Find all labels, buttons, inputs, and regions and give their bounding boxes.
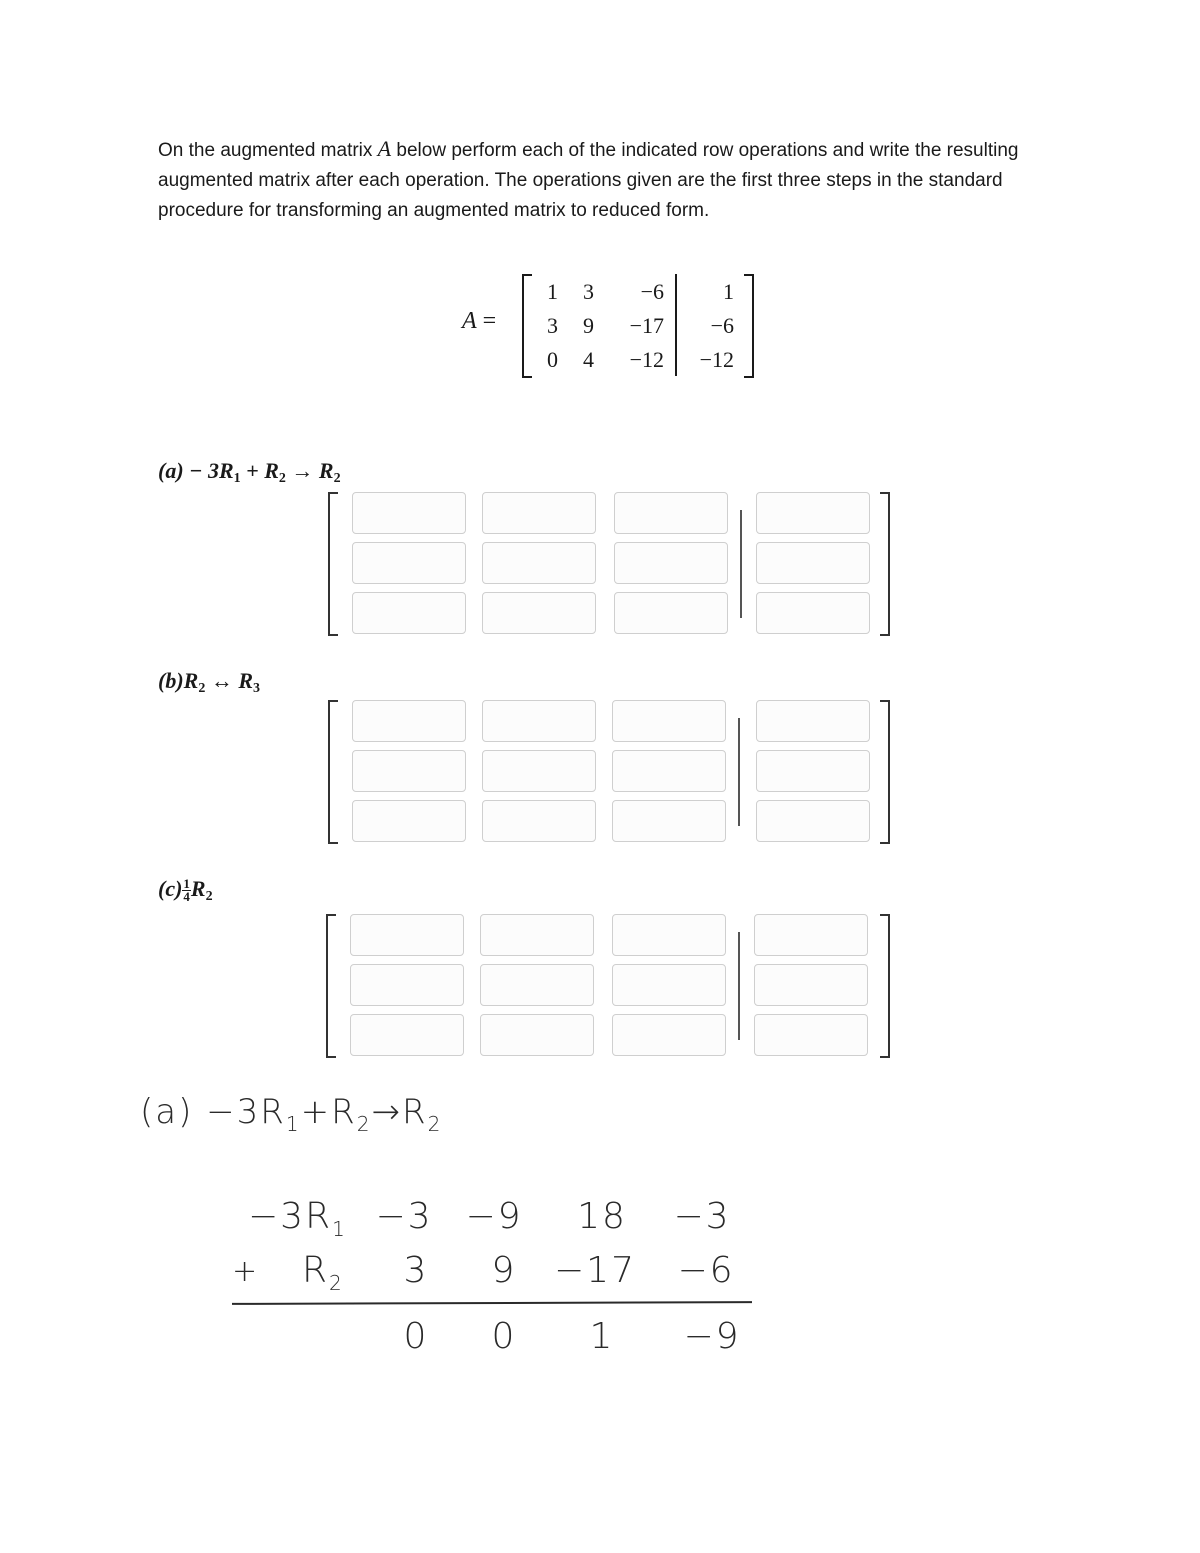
answer-cell-a-r3c3[interactable] bbox=[614, 592, 728, 634]
handwritten-row1-value: 18 bbox=[577, 1196, 627, 1237]
grid-right-bracket bbox=[880, 914, 890, 1058]
answer-cell-a-r1c3[interactable] bbox=[614, 492, 728, 534]
handwritten-row2-value: 9 bbox=[491, 1250, 517, 1291]
grid-right-bracket bbox=[880, 492, 890, 636]
answer-cell-b-r1c4[interactable] bbox=[756, 700, 870, 742]
instructions-paragraph bbox=[158, 134, 1058, 226]
matrix-right-bracket bbox=[744, 274, 754, 378]
answer-cell-c-r2c1[interactable] bbox=[350, 964, 464, 1006]
handwritten-row2-value: −6 bbox=[677, 1250, 735, 1291]
grid-augment-line bbox=[740, 510, 742, 618]
answer-cell-c-r3c2[interactable] bbox=[480, 1014, 594, 1056]
matrix-cell: 3 bbox=[583, 279, 594, 304]
matrix-cell: 3 bbox=[547, 313, 558, 338]
answer-cell-b-r3c1[interactable] bbox=[352, 800, 466, 842]
grid-left-bracket bbox=[328, 492, 338, 636]
answer-grid-a bbox=[328, 492, 890, 636]
operation-a-label: $(a) - 3R_1 + R_2 \to R_2$ bbox=[158, 458, 341, 486]
handwritten-row1-value: −3 bbox=[375, 1196, 433, 1237]
answer-cell-c-r3c3[interactable] bbox=[612, 1014, 726, 1056]
answer-cell-a-r2c1[interactable] bbox=[352, 542, 466, 584]
handwritten-row1-label: $-3R_1$ bbox=[248, 1196, 347, 1241]
grid-right-bracket bbox=[880, 700, 890, 844]
answer-grid-b bbox=[328, 700, 890, 844]
matrix-cell: −6 bbox=[640, 279, 664, 304]
answer-cell-c-r3c1[interactable] bbox=[350, 1014, 464, 1056]
matrix-cell: −12 bbox=[699, 347, 734, 372]
answer-cell-a-r1c4[interactable] bbox=[756, 492, 870, 534]
answer-cell-b-r1c3[interactable] bbox=[612, 700, 726, 742]
handwritten-result-value: −9 bbox=[683, 1316, 741, 1357]
answer-cell-a-r1c1[interactable] bbox=[352, 492, 466, 534]
answer-cell-c-r1c4[interactable] bbox=[754, 914, 868, 956]
answer-cell-b-r3c3[interactable] bbox=[612, 800, 726, 842]
answer-cell-a-r2c2[interactable] bbox=[482, 542, 596, 584]
answer-cell-a-r2c3[interactable] bbox=[614, 542, 728, 584]
handwritten-row2-value: −17 bbox=[554, 1250, 636, 1291]
matrix-augment-line bbox=[675, 274, 677, 376]
answer-cell-b-r1c1[interactable] bbox=[352, 700, 466, 742]
instructions-part2: below perform each of the indicated row operations and write the resulting augmented matrix after each operation. The operations given are the first three steps in the standard procedure for transforming an augmented matrix to reduced form. bbox=[158, 140, 1019, 221]
matrix-cell: 1 bbox=[723, 279, 734, 304]
answer-cell-a-r2c4[interactable] bbox=[756, 542, 870, 584]
matrix-cell: 4 bbox=[583, 347, 594, 372]
handwritten-row1-value: −9 bbox=[465, 1196, 523, 1237]
matrix-cell: −17 bbox=[629, 313, 664, 338]
grid-left-bracket bbox=[326, 914, 336, 1058]
handwritten-row2-value: 3 bbox=[403, 1250, 429, 1291]
handwritten-result-value: 0 bbox=[491, 1316, 517, 1357]
grid-left-bracket bbox=[328, 700, 338, 844]
answer-cell-c-r2c4[interactable] bbox=[754, 964, 868, 1006]
operation-c-label: (c) $\frac{1}{4}$ $R_2$ bbox=[158, 876, 213, 905]
answer-cell-b-r2c2[interactable] bbox=[482, 750, 596, 792]
handwritten-result-value: 0 bbox=[403, 1316, 429, 1357]
grid-augment-line bbox=[738, 932, 740, 1040]
handwritten-plus-sign: + bbox=[232, 1254, 260, 1289]
handwritten-row1-value: −3 bbox=[673, 1196, 731, 1237]
matrix-cell: 9 bbox=[583, 313, 594, 338]
matrix-cell: −12 bbox=[629, 347, 664, 372]
answer-cell-c-r2c3[interactable] bbox=[612, 964, 726, 1006]
handwritten-row2-label: $R_2$ bbox=[302, 1250, 344, 1295]
answer-cell-c-r1c3[interactable] bbox=[612, 914, 726, 956]
answer-cell-b-r2c1[interactable] bbox=[352, 750, 466, 792]
matrix-variable: A bbox=[377, 136, 392, 161]
answer-cell-c-r2c2[interactable] bbox=[480, 964, 594, 1006]
matrix-cell: 0 bbox=[547, 347, 558, 372]
answer-cell-a-r1c2[interactable] bbox=[482, 492, 596, 534]
answer-cell-b-r3c4[interactable] bbox=[756, 800, 870, 842]
answer-cell-c-r1c1[interactable] bbox=[350, 914, 464, 956]
matrix-label: A = bbox=[462, 308, 497, 334]
handwritten-title: $(a) -3R_1+R_2\to R_2$ bbox=[140, 1092, 443, 1136]
matrix-cell: 1 bbox=[547, 279, 558, 304]
matrix-cell: −6 bbox=[710, 313, 734, 338]
answer-cell-b-r2c3[interactable] bbox=[612, 750, 726, 792]
answer-cell-b-r2c4[interactable] bbox=[756, 750, 870, 792]
answer-grid-c bbox=[326, 914, 890, 1058]
answer-cell-b-r3c2[interactable] bbox=[482, 800, 596, 842]
answer-cell-a-r3c1[interactable] bbox=[352, 592, 466, 634]
handwritten-sum-line bbox=[232, 1301, 752, 1305]
answer-cell-a-r3c2[interactable] bbox=[482, 592, 596, 634]
operation-b-label: $(b)R_2$ ↔ $R_3$ bbox=[158, 668, 261, 696]
instructions-part1: On the augmented matrix bbox=[158, 140, 378, 161]
answer-cell-c-r3c4[interactable] bbox=[754, 1014, 868, 1056]
answer-cell-b-r1c2[interactable] bbox=[482, 700, 596, 742]
fraction: $\frac{1}{4}$ bbox=[183, 876, 190, 905]
answer-cell-a-r3c4[interactable] bbox=[756, 592, 870, 634]
handwritten-result-value: 1 bbox=[589, 1316, 615, 1357]
grid-augment-line bbox=[738, 718, 740, 826]
answer-cell-c-r1c2[interactable] bbox=[480, 914, 594, 956]
